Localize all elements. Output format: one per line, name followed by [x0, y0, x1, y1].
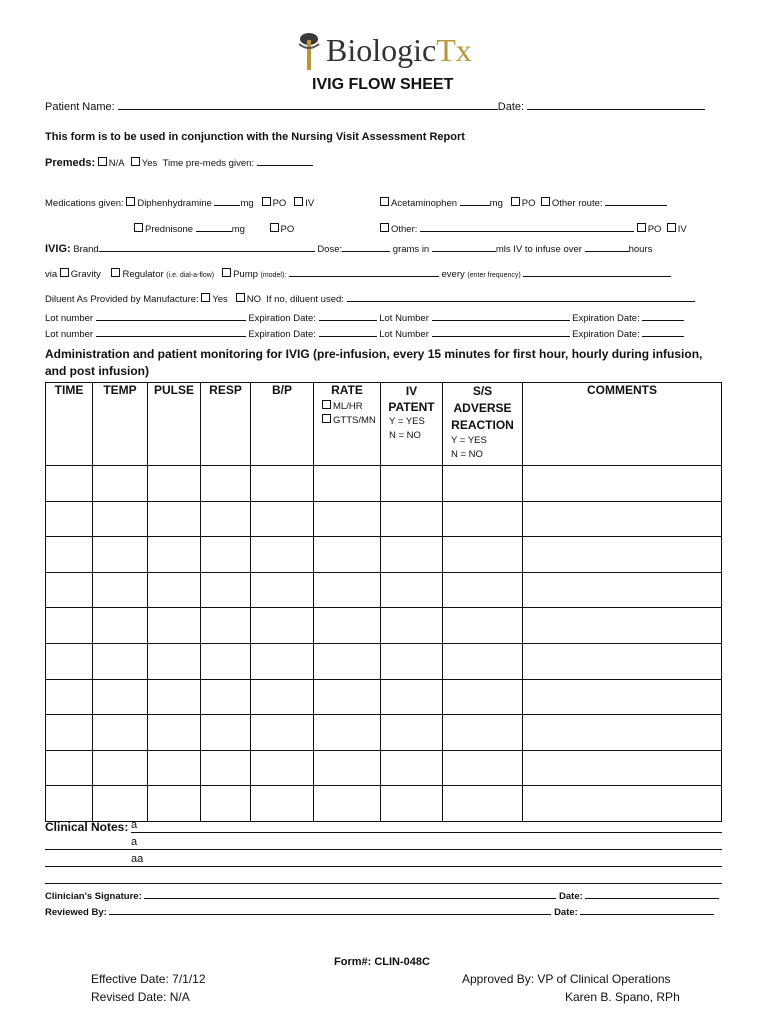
table-cell[interactable]: [381, 679, 443, 715]
lot-number-label: Lot number: [45, 313, 94, 324]
signature-date-label: Date:: [559, 891, 583, 902]
table-cell[interactable]: [381, 786, 443, 822]
acetaminophen-group: [380, 196, 667, 209]
ivig-dose-label: Dose:: [317, 244, 343, 255]
table-cell[interactable]: [46, 715, 93, 751]
lot-number-label: Lot number: [45, 329, 94, 340]
table-cell[interactable]: [46, 608, 93, 644]
time-header: TIME: [46, 383, 93, 466]
table-cell[interactable]: [523, 537, 722, 573]
other-med-label: Other:: [391, 224, 418, 235]
ivig-hours-field[interactable]: [585, 242, 629, 252]
table-row: [46, 608, 722, 644]
table-cell[interactable]: [381, 572, 443, 608]
table-cell[interactable]: [443, 501, 523, 537]
table-cell[interactable]: [93, 572, 148, 608]
table-row: [46, 537, 722, 573]
diphenhydramine-mg-field[interactable]: [214, 196, 240, 206]
expiration-date-label: Expiration Date:: [248, 313, 316, 324]
diluent-used-field[interactable]: [347, 292, 695, 302]
mg-label: mg: [240, 198, 254, 209]
table-cell[interactable]: [314, 466, 381, 502]
diphenhydramine-checkbox[interactable]: [126, 197, 135, 206]
lot-number-field-2[interactable]: [432, 311, 570, 321]
clinical-note-line-1: a: [131, 819, 138, 831]
table-cell[interactable]: [93, 608, 148, 644]
table-cell[interactable]: [523, 501, 722, 537]
premeds-row: [45, 156, 313, 169]
table-cell[interactable]: [251, 608, 314, 644]
ivig-row: [45, 242, 652, 255]
diluent-label: Diluent As Provided by Manufacture:: [45, 294, 199, 305]
date-field[interactable]: [527, 100, 705, 110]
po-label: PO: [647, 224, 662, 235]
table-cell[interactable]: [443, 537, 523, 573]
rate-header: [314, 383, 381, 466]
clinical-notes-label: Clinical Notes:: [45, 820, 129, 834]
table-cell[interactable]: [201, 715, 251, 751]
other-med-iv-checkbox[interactable]: [667, 223, 676, 232]
lot-number-field-4[interactable]: [432, 327, 570, 337]
table-row: [46, 643, 722, 679]
table-cell[interactable]: [523, 786, 722, 822]
table-cell[interactable]: [201, 608, 251, 644]
medications-row-2: [134, 222, 294, 235]
table-cell[interactable]: [46, 466, 93, 502]
table-cell[interactable]: [381, 643, 443, 679]
reviewed-field[interactable]: [109, 905, 551, 915]
table-cell[interactable]: [381, 537, 443, 573]
expiration-date-label: Expiration Date:: [572, 329, 640, 340]
expiration-field-1[interactable]: [319, 311, 377, 321]
premeds-na-label: N/A: [108, 158, 125, 169]
diphenhydramine-iv-checkbox[interactable]: [294, 197, 303, 206]
diluent-yes-checkbox[interactable]: [201, 293, 210, 302]
notes-line-4[interactable]: [45, 883, 722, 884]
table-cell[interactable]: [443, 608, 523, 644]
table-cell[interactable]: [46, 572, 93, 608]
table-row: [46, 501, 722, 537]
via-label: via: [45, 269, 58, 280]
logo-brand-accent: Tx: [436, 32, 472, 68]
effective-date: Effective Date: 7/1/12: [91, 972, 206, 986]
rate-header-label: RATE: [331, 383, 363, 397]
po-label: PO: [521, 198, 536, 209]
table-cell[interactable]: [314, 786, 381, 822]
po-label: PO: [272, 198, 287, 209]
premeds-time-label: Time pre-meds given:: [162, 158, 255, 169]
diluent-row: [45, 292, 695, 305]
pump-model-field[interactable]: [289, 267, 439, 277]
monitoring-table: [45, 382, 722, 822]
table-cell[interactable]: [443, 715, 523, 751]
diluent-if-no-label: If no, diluent used:: [266, 294, 344, 305]
table-cell[interactable]: [314, 537, 381, 573]
table-cell[interactable]: [148, 750, 201, 786]
table-cell[interactable]: [314, 572, 381, 608]
table-cell[interactable]: [381, 466, 443, 502]
table-cell[interactable]: [523, 679, 722, 715]
diluent-no-label: NO: [246, 294, 261, 305]
patient-name-field[interactable]: [118, 100, 498, 110]
table-cell[interactable]: [148, 466, 201, 502]
other-route-label: Other route:: [551, 198, 603, 209]
lot-number-field-1[interactable]: [96, 311, 246, 321]
table-cell[interactable]: [93, 466, 148, 502]
iv-patent-label: IV PATENT: [388, 384, 435, 414]
pump-note: (model):: [260, 272, 287, 279]
yes-code: Y = YES: [389, 416, 425, 427]
reviewed-row: [45, 905, 714, 918]
rate-options: [314, 400, 380, 428]
table-cell[interactable]: [314, 715, 381, 751]
rate-mlhr-label: ML/HR: [333, 401, 363, 412]
table-cell[interactable]: [523, 466, 722, 502]
adverse-reaction-header: [443, 383, 523, 466]
grams-in-label: grams in: [392, 244, 430, 255]
notes-line-2[interactable]: [45, 849, 722, 850]
clinical-note-line-3: aa: [131, 853, 144, 865]
table-cell[interactable]: [251, 501, 314, 537]
table-cell[interactable]: [148, 501, 201, 537]
expiration-date-label: Expiration Date:: [572, 313, 640, 324]
table-row: [46, 786, 722, 822]
other-med-po-checkbox[interactable]: [637, 223, 646, 232]
signature-row: [45, 889, 719, 902]
signature-date-field[interactable]: [585, 889, 719, 899]
notes-line-3[interactable]: [45, 866, 722, 867]
acetaminophen-other-route-checkbox[interactable]: [541, 197, 550, 206]
regulator-checkbox[interactable]: [111, 268, 120, 277]
temp-header: TEMP: [93, 383, 148, 466]
table-header-row: [46, 383, 722, 466]
diphenhydramine-po-checkbox[interactable]: [262, 197, 271, 206]
table-cell[interactable]: [381, 501, 443, 537]
expiration-field-4[interactable]: [642, 327, 684, 337]
table-cell[interactable]: [443, 679, 523, 715]
other-med-checkbox[interactable]: [380, 223, 389, 232]
premeds-label: Premeds:: [45, 157, 96, 169]
rate-mlhr-option: [322, 400, 380, 414]
diluent-no-checkbox[interactable]: [236, 293, 245, 302]
pump-label: Pump: [233, 269, 258, 280]
table-cell[interactable]: [523, 750, 722, 786]
gravity-checkbox[interactable]: [60, 268, 69, 277]
lot-number-field-3[interactable]: [96, 327, 246, 337]
other-route-field[interactable]: [605, 196, 667, 206]
table-row: [46, 750, 722, 786]
table-cell[interactable]: [381, 608, 443, 644]
table-cell[interactable]: [251, 537, 314, 573]
table-cell[interactable]: [46, 537, 93, 573]
acetaminophen-po-checkbox[interactable]: [511, 197, 520, 206]
expiration-field-3[interactable]: [319, 327, 377, 337]
prednisone-mg-field[interactable]: [196, 222, 232, 232]
clinical-note-line-2: a: [131, 836, 138, 848]
table-cell[interactable]: [201, 679, 251, 715]
iv-patent-header: [381, 383, 443, 466]
table-cell[interactable]: [46, 750, 93, 786]
premeds-yes-label: Yes: [141, 158, 158, 169]
acetaminophen-label: Acetaminophen: [391, 198, 458, 209]
adverse-codes: [443, 434, 522, 462]
table-cell[interactable]: [46, 679, 93, 715]
rate-gtts-option: [322, 414, 380, 428]
table-cell[interactable]: [148, 537, 201, 573]
table-cell[interactable]: [148, 679, 201, 715]
table-cell[interactable]: [46, 786, 93, 822]
regulator-note: (i.e. dial-a-flow): [166, 272, 215, 279]
acetaminophen-checkbox[interactable]: [380, 197, 389, 206]
table-cell[interactable]: [443, 572, 523, 608]
approver-name: Karen B. Spano, RPh: [565, 990, 680, 1004]
table-cell[interactable]: [381, 715, 443, 751]
table-cell[interactable]: [251, 715, 314, 751]
frequency-field[interactable]: [523, 267, 671, 277]
table-cell[interactable]: [93, 679, 148, 715]
table-cell[interactable]: [314, 643, 381, 679]
ivig-mls-field[interactable]: [432, 242, 496, 252]
reviewed-label: Reviewed By:: [45, 907, 107, 918]
table-cell[interactable]: [93, 715, 148, 751]
table-row: [46, 715, 722, 751]
date-label: Date:: [497, 101, 525, 113]
every-note: (enter frequency): [467, 272, 521, 279]
administration-heading: Administration and patient monitoring for IVIG (pre-infusion, every 15 minutes for first hour, hourly during infusion, and post infusion): [45, 347, 703, 378]
patient-name-label: Patient Name:: [45, 101, 115, 113]
rate-gtts-label: GTTS/MN: [333, 415, 376, 426]
table-cell[interactable]: [46, 501, 93, 537]
iv-label: IV: [305, 198, 315, 209]
table-cell[interactable]: [251, 750, 314, 786]
no-code: N = NO: [451, 449, 483, 460]
ivig-brand-label: Brand: [73, 244, 99, 255]
table-cell[interactable]: [251, 679, 314, 715]
via-row: [45, 267, 671, 280]
lot-row-1: [45, 311, 684, 324]
table-cell[interactable]: [443, 643, 523, 679]
table-cell[interactable]: [148, 715, 201, 751]
table-row: [46, 466, 722, 502]
resp-header: RESP: [201, 383, 251, 466]
table-cell[interactable]: [314, 750, 381, 786]
table-cell[interactable]: [201, 501, 251, 537]
table-cell[interactable]: [251, 572, 314, 608]
table-cell[interactable]: [251, 643, 314, 679]
table-cell[interactable]: [251, 786, 314, 822]
table-cell[interactable]: [201, 786, 251, 822]
diphenhydramine-label: Diphenhydramine: [137, 198, 212, 209]
every-label: every: [441, 269, 465, 280]
signature-label: Clinician's Signature:: [45, 891, 142, 902]
table-cell[interactable]: [148, 786, 201, 822]
table-cell[interactable]: [523, 715, 722, 751]
other-med-group: [380, 222, 687, 235]
table-cell[interactable]: [381, 750, 443, 786]
table-cell[interactable]: [201, 643, 251, 679]
table-cell[interactable]: [523, 608, 722, 644]
table-cell[interactable]: [443, 786, 523, 822]
premeds-yes-checkbox[interactable]: [131, 157, 140, 166]
mls-infuse-label: mls IV to infuse over: [495, 244, 582, 255]
approved-by: Approved By: VP of Clinical Operations: [462, 972, 671, 986]
lot-row-2: [45, 327, 684, 340]
table-cell[interactable]: [523, 572, 722, 608]
caduceus-logo-icon: [296, 32, 322, 70]
regulator-label: Regulator: [122, 269, 164, 280]
table-cell[interactable]: [251, 466, 314, 502]
instruction-text: This form is to be used in conjunction with the Nursing Visit Assessment Report: [45, 131, 465, 143]
lot-number-label-2: Lot Number: [379, 313, 429, 324]
table-cell[interactable]: [93, 643, 148, 679]
form-number: Form#: CLIN-048C: [334, 956, 430, 968]
table-cell[interactable]: [148, 572, 201, 608]
premeds-time-field[interactable]: [257, 156, 313, 166]
hours-label: hours: [628, 244, 653, 255]
table-cell[interactable]: [93, 537, 148, 573]
acetaminophen-mg-field[interactable]: [460, 196, 490, 206]
prednisone-checkbox[interactable]: [134, 223, 143, 232]
notes-line-1[interactable]: [131, 832, 722, 833]
adverse-reaction-label: S/S ADVERSE REACTION: [451, 384, 514, 432]
medications-label: Medications given:: [45, 198, 124, 209]
table-cell[interactable]: [201, 537, 251, 573]
page-title: IVIG FLOW SHEET: [312, 76, 454, 93]
lot-number-label-2: Lot Number: [379, 329, 429, 340]
prednisone-label: Prednisone: [145, 224, 194, 235]
logo-brand-main: Biologic: [326, 32, 437, 68]
rate-mlhr-checkbox[interactable]: [322, 400, 331, 409]
table-row: [46, 679, 722, 715]
no-code: N = NO: [389, 430, 421, 441]
patient-name-row: [45, 100, 705, 113]
table-cell[interactable]: [201, 572, 251, 608]
bp-header: B/P: [251, 383, 314, 466]
reviewed-date-field[interactable]: [580, 905, 714, 915]
other-med-field[interactable]: [420, 222, 634, 232]
table-cell[interactable]: [314, 679, 381, 715]
pump-checkbox[interactable]: [222, 268, 231, 277]
table-cell[interactable]: [523, 643, 722, 679]
pulse-header: PULSE: [148, 383, 201, 466]
expiration-field-2[interactable]: [642, 311, 684, 321]
table-cell[interactable]: [93, 501, 148, 537]
mg-label: mg: [231, 224, 245, 235]
premeds-na-checkbox[interactable]: [98, 157, 107, 166]
table-cell[interactable]: [201, 750, 251, 786]
rate-gtts-checkbox[interactable]: [322, 414, 331, 423]
table-cell[interactable]: [148, 643, 201, 679]
po-label: PO: [280, 224, 295, 235]
medications-row-1: [45, 196, 314, 209]
iv-label: IV: [677, 224, 687, 235]
iv-patent-codes: [381, 415, 442, 443]
ivig-dose-field[interactable]: [342, 242, 390, 252]
expiration-date-label: Expiration Date:: [248, 329, 316, 340]
gravity-label: Gravity: [70, 269, 101, 280]
ivig-label: IVIG:: [45, 243, 71, 255]
revised-date: Revised Date: N/A: [91, 990, 190, 1004]
table-cell[interactable]: [443, 750, 523, 786]
table-cell[interactable]: [148, 608, 201, 644]
yes-code: Y = YES: [451, 435, 487, 446]
reviewed-date-label: Date:: [554, 907, 578, 918]
comments-header: COMMENTS: [523, 383, 722, 466]
diluent-yes-label: Yes: [212, 294, 228, 305]
table-cell[interactable]: [201, 466, 251, 502]
mg-label: mg: [489, 198, 503, 209]
table-row: [46, 572, 722, 608]
table-cell[interactable]: [443, 466, 523, 502]
table-cell[interactable]: [46, 643, 93, 679]
ivig-brand-field[interactable]: [99, 242, 315, 252]
table-cell[interactable]: [93, 750, 148, 786]
prednisone-po-checkbox[interactable]: [270, 223, 279, 232]
table-cell[interactable]: [93, 786, 148, 822]
table-cell[interactable]: [314, 501, 381, 537]
signature-field[interactable]: [144, 889, 556, 899]
table-cell[interactable]: [314, 608, 381, 644]
